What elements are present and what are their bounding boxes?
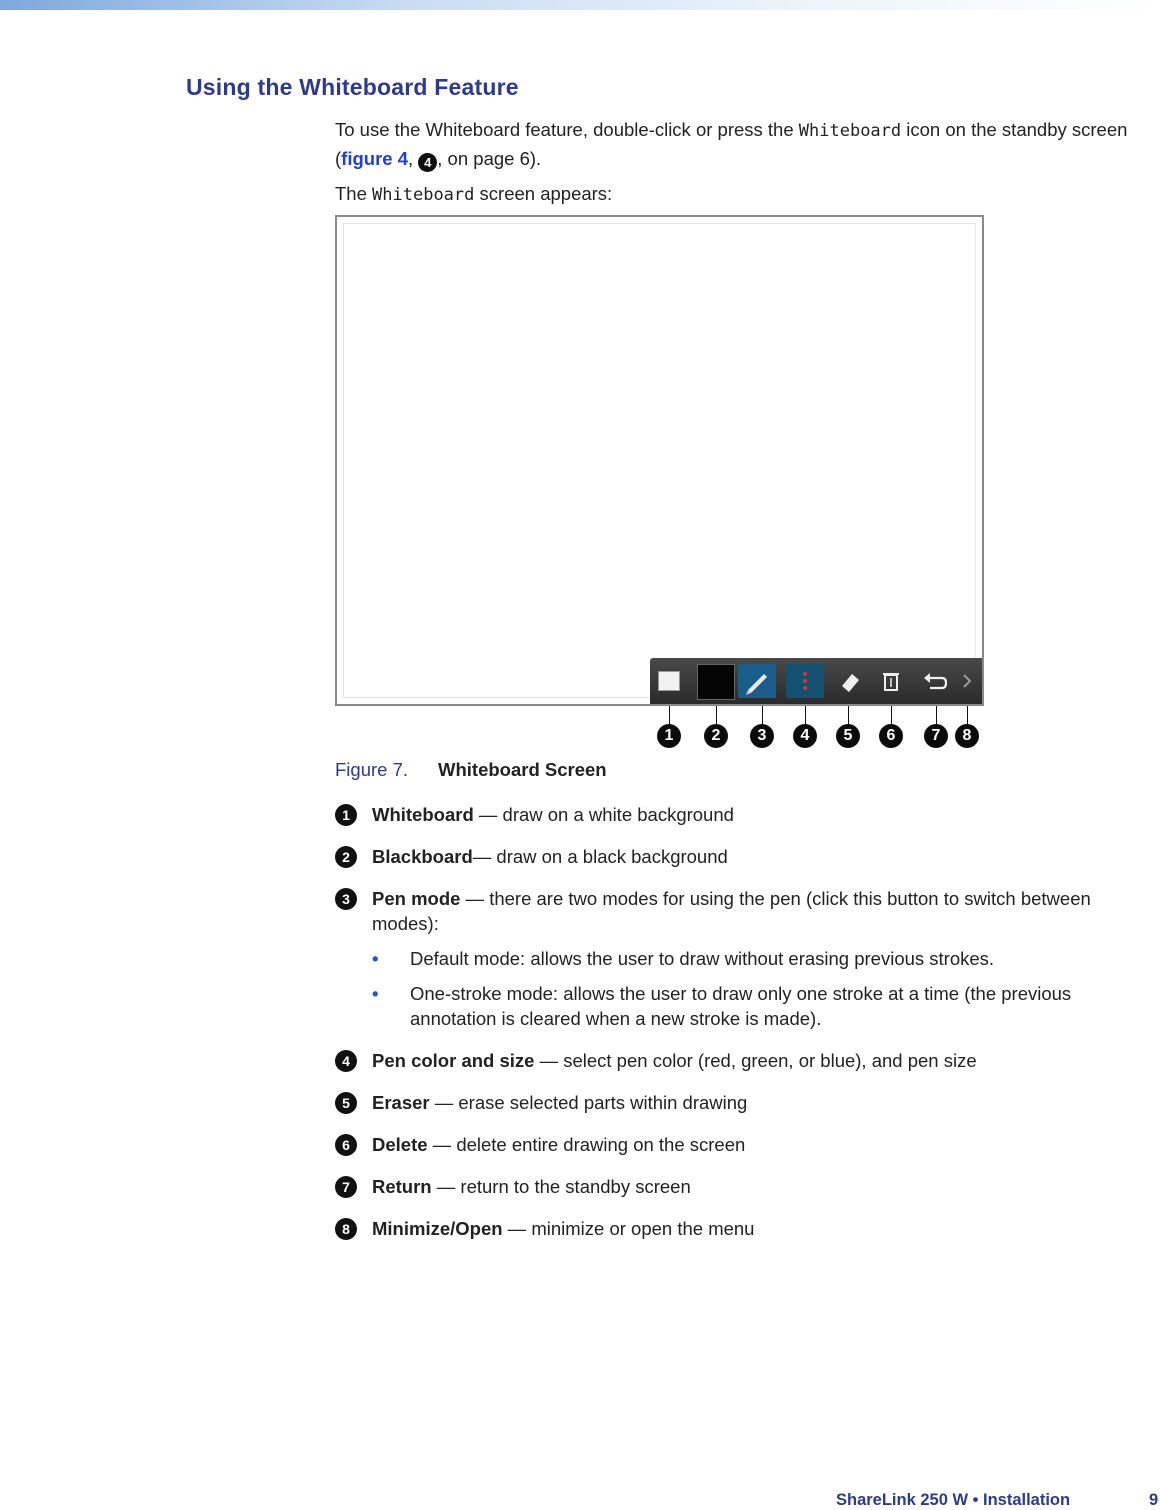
- item-sep: —: [473, 804, 503, 825]
- appears-text-2: screen appears:: [474, 183, 613, 204]
- figure-number: Figure 7.: [335, 759, 409, 780]
- callout-line: [891, 706, 892, 726]
- item-sep: —: [431, 1176, 461, 1197]
- callout-6: 6: [879, 724, 903, 748]
- pen-icon[interactable]: [738, 664, 776, 698]
- appears-text-1: The: [335, 183, 373, 204]
- chevron-right-icon[interactable]: [958, 664, 976, 698]
- callout-8: 8: [955, 724, 979, 748]
- intro-comma: ,: [408, 148, 419, 169]
- callout-line: [967, 706, 968, 726]
- item-desc: erase selected parts within drawing: [458, 1092, 748, 1113]
- list-item: [335, 1174, 1145, 1199]
- item-label: Return: [372, 1176, 432, 1197]
- item-sep: —: [472, 846, 497, 867]
- callout-4-inline: 4: [418, 153, 437, 172]
- item-desc: select pen color (red, green, or blue), and pen size: [563, 1050, 977, 1071]
- item-label: Pen mode: [372, 888, 461, 909]
- bullet-icon: •: [372, 948, 379, 969]
- item-number: 8: [335, 1218, 357, 1240]
- item-number: 1: [335, 804, 357, 826]
- callout-line: [936, 706, 937, 726]
- section-heading: Using the Whiteboard Feature: [186, 74, 519, 100]
- intro-page-ref: , on page 6).: [437, 148, 542, 169]
- item-sep: —: [427, 1134, 457, 1155]
- delete-icon[interactable]: [878, 664, 904, 698]
- whiteboard-screenshot: [335, 215, 984, 706]
- whiteboard-icon[interactable]: [658, 671, 680, 691]
- item-number: 5: [335, 1092, 357, 1114]
- callout-4: 4: [793, 724, 817, 748]
- whiteboard-toolbar: [650, 658, 982, 704]
- footer-title: ShareLink 250 W • Installation: [836, 1491, 1071, 1509]
- item-label: Delete: [372, 1134, 428, 1155]
- bullet-text: Default mode: allows the user to draw without erasing previous strokes.: [410, 948, 995, 969]
- list-item: [335, 1090, 1145, 1115]
- item-sep: —: [429, 1092, 459, 1113]
- bullet-text: One-stroke mode: allows the user to draw only one stroke at a time (the previous annotation is cleared when a new stroke is made).: [410, 983, 1072, 1029]
- pen-mode-bullet: [372, 946, 1145, 971]
- item-desc: return to the standby screen: [460, 1176, 691, 1197]
- list-item: [335, 1132, 1145, 1157]
- item-desc: minimize or open the menu: [531, 1218, 755, 1239]
- item-label: Eraser: [372, 1092, 430, 1113]
- callout-7: 7: [924, 724, 948, 748]
- callout-line: [848, 706, 849, 726]
- item-desc: draw on a white background: [502, 804, 734, 825]
- callout-5: 5: [836, 724, 860, 748]
- screen-appears-paragraph: [335, 180, 1155, 209]
- whiteboard-code-2: Whiteboard: [372, 185, 475, 205]
- page-number: 9: [1149, 1491, 1159, 1509]
- callout-line: [805, 706, 806, 726]
- item-label: Blackboard: [372, 846, 473, 867]
- item-desc: there are two modes for using the pen (click this button to switch between modes):: [372, 888, 1091, 934]
- intro-text: To use the Whiteboard feature, double-click or press the: [335, 119, 799, 140]
- list-item: [335, 1216, 1145, 1241]
- item-number: 2: [335, 846, 357, 868]
- item-desc: draw on a black background: [496, 846, 728, 867]
- callout-3: 3: [750, 724, 774, 748]
- blackboard-icon[interactable]: [697, 664, 735, 700]
- item-number: 3: [335, 888, 357, 910]
- item-label: Whiteboard: [372, 804, 474, 825]
- figure-title: Whiteboard Screen: [438, 759, 607, 780]
- item-desc: delete entire drawing on the screen: [456, 1134, 746, 1155]
- item-number: 6: [335, 1134, 357, 1156]
- item-sep: —: [534, 1050, 564, 1071]
- item-number: 4: [335, 1050, 357, 1072]
- return-icon[interactable]: [920, 664, 950, 698]
- pen-mode-bullet: [372, 981, 1145, 1031]
- intro-paragraph: [335, 116, 1155, 172]
- callout-1: 1: [657, 724, 681, 748]
- callout-row: [650, 706, 984, 752]
- item-label: Pen color and size: [372, 1050, 535, 1071]
- pen-color-icon[interactable]: [786, 664, 824, 698]
- item-sep: —: [460, 888, 490, 909]
- list-item: [335, 1048, 1145, 1073]
- figure-caption: [335, 759, 607, 781]
- list-item: [335, 802, 1145, 827]
- callout-line: [716, 706, 717, 726]
- list-item: [335, 886, 1145, 1031]
- item-number: 7: [335, 1176, 357, 1198]
- item-label: Minimize/Open: [372, 1218, 503, 1239]
- whiteboard-canvas: [343, 223, 976, 698]
- header-gradient-bar: [0, 0, 1160, 10]
- eraser-icon[interactable]: [836, 664, 864, 698]
- list-item: [335, 844, 1145, 869]
- intro-text-2: icon on the standby screen (: [335, 119, 1128, 169]
- figure-4-link[interactable]: figure 4: [341, 148, 408, 169]
- callout-line: [669, 706, 670, 726]
- feature-list: [335, 800, 1145, 1241]
- item-sep: —: [502, 1218, 532, 1239]
- whiteboard-code: Whiteboard: [798, 121, 902, 141]
- bullet-icon: •: [372, 983, 379, 1004]
- callout-line: [762, 706, 763, 726]
- callout-2: 2: [704, 724, 728, 748]
